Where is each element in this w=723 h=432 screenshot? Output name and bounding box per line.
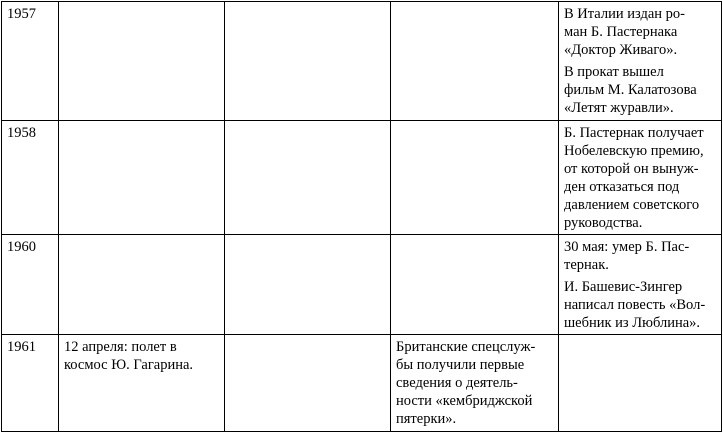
- text-line: руководства.: [564, 215, 643, 231]
- text-line: И. Башевис-Зингер: [564, 279, 683, 295]
- year-cell: [2, 121, 59, 235]
- chronology-table-body: [2, 2, 722, 432]
- events-cell-col3: [391, 235, 559, 335]
- text-line: бы получили первые: [396, 357, 525, 373]
- events-cell-col2: [225, 235, 391, 335]
- text-line: космос Ю. Гагарина.: [64, 357, 194, 373]
- year-cell: [2, 335, 59, 432]
- text-line: фильм М. Калатозова: [564, 82, 697, 98]
- year-cell: [2, 2, 59, 121]
- text-line: тернак.: [564, 257, 609, 273]
- events-cell-col3: [391, 121, 559, 235]
- text-line: давлением советского: [564, 197, 700, 213]
- event-paragraph: [564, 63, 717, 117]
- year-label: 1958: [7, 125, 36, 141]
- table-row-1957: [2, 2, 722, 121]
- event-paragraph: [396, 338, 554, 428]
- events-cell-col4: [559, 235, 722, 335]
- text-line: «Летят журавли».: [564, 100, 674, 116]
- event-paragraph: [564, 124, 717, 232]
- text-line: Б. Пастернак получает: [564, 125, 704, 141]
- event-paragraph: [564, 238, 717, 274]
- event-paragraph: [64, 338, 220, 374]
- text-line: 30 мая: умер Б. Пас-: [564, 239, 690, 255]
- text-line: 12 апреля: полет в: [64, 339, 177, 355]
- table-row-1960: [2, 235, 722, 335]
- year-label: 1961: [7, 339, 36, 355]
- table-row-1958: [2, 121, 722, 235]
- text-line: ден отказаться под: [564, 179, 680, 195]
- events-cell-col2: [225, 2, 391, 121]
- text-line: «Доктор Живаго».: [564, 42, 678, 58]
- events-cell-col2: [225, 335, 391, 432]
- text-line: Нобелевскую премию,: [564, 143, 704, 159]
- events-cell-col3: [391, 335, 559, 432]
- events-cell-col1: [59, 2, 225, 121]
- table-row-1961: [2, 335, 722, 432]
- events-cell-col4: [559, 2, 722, 121]
- text-line: ности «кембриджской: [396, 393, 533, 409]
- text-line: написал повесть «Вол-: [564, 297, 706, 313]
- events-cell-col4: [559, 335, 722, 432]
- events-cell-col2: [225, 121, 391, 235]
- events-cell-col3: [391, 2, 559, 121]
- text-line: ман Б. Пастернака: [564, 24, 678, 40]
- text-line: Британские спецслуж-: [396, 339, 536, 355]
- chronology-table: [1, 1, 722, 432]
- events-cell-col1: [59, 121, 225, 235]
- year-label: 1960: [7, 239, 36, 255]
- events-cell-col4: [559, 121, 722, 235]
- text-line: сведения о деятель-: [396, 375, 518, 391]
- event-paragraph: [564, 278, 717, 332]
- year-cell: [2, 235, 59, 335]
- year-label: 1957: [7, 6, 36, 22]
- events-cell-col1: [59, 235, 225, 335]
- text-line: от которой он вынуж-: [564, 161, 699, 177]
- text-line: пятерки».: [396, 411, 457, 427]
- events-cell-col1: [59, 335, 225, 432]
- text-line: В Италии издан ро-: [564, 6, 685, 22]
- event-paragraph: [564, 5, 717, 59]
- text-line: шебник из Люблина».: [564, 315, 701, 331]
- text-line: В прокат вышел: [564, 64, 664, 80]
